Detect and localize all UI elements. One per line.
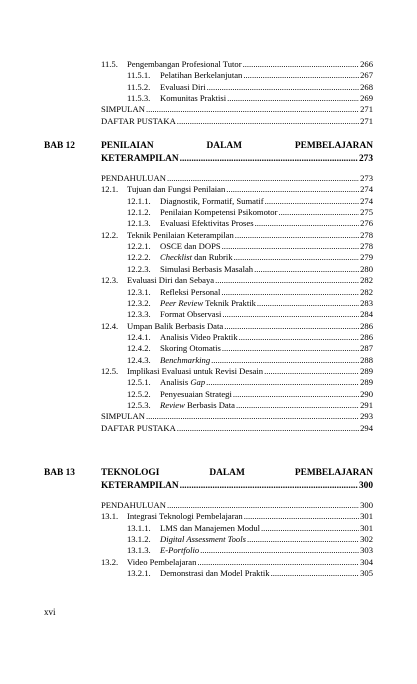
entry-title bbox=[127, 183, 225, 195]
toc-entry[interactable] bbox=[101, 183, 373, 195]
entry-title bbox=[160, 251, 233, 263]
dot-leader bbox=[222, 240, 359, 252]
entry-number: 12.5.2. bbox=[127, 388, 151, 399]
toc-entry[interactable] bbox=[101, 274, 373, 286]
toc-entry[interactable] bbox=[127, 388, 373, 400]
entry-title-part: DAFTAR PUSTAKA bbox=[101, 422, 176, 433]
dot-leader bbox=[236, 399, 359, 411]
dot-leader bbox=[180, 153, 358, 166]
entry-page-number: 268 bbox=[360, 81, 373, 92]
entry-title-part: Diagnostik, Formatif, Sumatif bbox=[160, 195, 264, 206]
entry-title bbox=[160, 69, 242, 81]
entry-page-number: 271 bbox=[360, 104, 373, 115]
toc-entry[interactable] bbox=[101, 58, 373, 70]
toc-entry[interactable] bbox=[127, 399, 373, 411]
entry-title-part: Evaluasi Diri bbox=[160, 81, 206, 92]
dot-leader bbox=[254, 263, 359, 275]
entry-title bbox=[160, 195, 264, 207]
entry-title-part: Analisis bbox=[160, 377, 191, 388]
dot-leader bbox=[247, 533, 359, 545]
entry-page-number: 274 bbox=[360, 195, 373, 206]
entry-title bbox=[160, 533, 246, 545]
entry-title-part: Komunitas Praktisi bbox=[160, 93, 227, 104]
entry-number: 13.1.3. bbox=[127, 545, 151, 556]
entry-title-part: Demonstrasi dan Model Praktik bbox=[160, 568, 270, 579]
entry-title bbox=[101, 103, 145, 115]
dot-leader bbox=[233, 388, 359, 400]
entry-number: 11.5.1. bbox=[127, 70, 151, 81]
entry-title-part: Implikasi Evaluasi untuk Revisi Desain bbox=[127, 365, 264, 376]
entry-page-number: 301 bbox=[360, 511, 373, 522]
toc-entry[interactable] bbox=[127, 217, 373, 229]
toc-entry[interactable] bbox=[127, 354, 373, 366]
entry-title-part: Checklist bbox=[160, 252, 192, 263]
dot-leader bbox=[200, 544, 359, 556]
dot-leader bbox=[146, 410, 359, 422]
chapter-title-continued[interactable] bbox=[101, 480, 373, 493]
chapter-page-number: 300 bbox=[358, 481, 373, 491]
dot-leader bbox=[177, 422, 359, 434]
entry-number: 12.2.2. bbox=[127, 252, 151, 263]
dot-leader bbox=[271, 567, 360, 579]
dot-leader bbox=[224, 320, 359, 332]
entry-title-part: Video Pembelajaran bbox=[127, 556, 197, 567]
entry-page-number: 302 bbox=[360, 534, 373, 545]
entry-title-part: Teknik Penilaian Keterampilan bbox=[127, 229, 234, 240]
entry-number: 11.5.2. bbox=[127, 81, 151, 92]
entry-title-part: Format Observasi bbox=[160, 309, 222, 320]
chapter-title-word: DALAM bbox=[209, 468, 245, 478]
entry-title bbox=[160, 240, 221, 252]
dot-leader bbox=[207, 81, 360, 93]
entry-title-part: Evaluasi Diri dan Sebaya bbox=[127, 275, 215, 286]
entry-page-number: 300 bbox=[360, 500, 373, 510]
dot-leader bbox=[239, 331, 359, 343]
dot-leader bbox=[222, 308, 359, 320]
entry-page-number: 304 bbox=[360, 556, 373, 567]
entry-title bbox=[127, 556, 196, 568]
dot-leader bbox=[167, 172, 359, 184]
toc-entry[interactable] bbox=[101, 320, 373, 332]
entry-page-number: 286 bbox=[360, 320, 373, 331]
entry-page-number: 273 bbox=[360, 173, 373, 183]
entry-title bbox=[101, 410, 145, 422]
entry-title-part: Refleksi Personal bbox=[160, 286, 221, 297]
entry-number: 13.2.1. bbox=[127, 568, 151, 579]
dot-leader bbox=[211, 354, 359, 366]
entry-number: 12.3. bbox=[101, 275, 119, 286]
entry-page-number: 286 bbox=[360, 331, 373, 342]
entry-title bbox=[101, 499, 166, 511]
toc-entry[interactable] bbox=[127, 308, 373, 320]
entry-title-part: Evaluasi Efektivitas Proses bbox=[160, 218, 254, 229]
entry-title bbox=[160, 388, 232, 400]
toc-entry[interactable] bbox=[127, 69, 373, 81]
entry-title bbox=[160, 286, 220, 298]
dot-leader bbox=[261, 522, 359, 534]
entry-page-number: 290 bbox=[360, 388, 373, 399]
toc-entry[interactable] bbox=[101, 556, 373, 568]
entry-title-part: Gap bbox=[190, 377, 206, 388]
entry-page-number: 305 bbox=[360, 568, 373, 579]
dot-leader bbox=[180, 480, 358, 493]
entry-number: 12.4.3. bbox=[127, 354, 151, 365]
dot-leader bbox=[177, 115, 359, 127]
dot-leader bbox=[234, 251, 360, 263]
chapter-title-word: DALAM bbox=[206, 141, 242, 151]
entry-title-part: Tujuan dan Fungsi Penilaian bbox=[127, 184, 226, 195]
entry-title bbox=[101, 172, 166, 184]
entry-title bbox=[160, 92, 226, 104]
entry-title bbox=[127, 510, 243, 522]
chapter-title-continued[interactable] bbox=[101, 153, 373, 166]
entry-number: 12.5.3. bbox=[127, 400, 151, 410]
chapter-title-word: PEMBELAJARAN bbox=[294, 141, 373, 151]
toc-entry[interactable] bbox=[101, 103, 373, 115]
entry-title bbox=[160, 217, 254, 229]
chapter-title[interactable] bbox=[101, 467, 373, 480]
entry-title bbox=[160, 308, 221, 320]
dot-leader bbox=[278, 206, 359, 218]
entry-number: 12.4.1. bbox=[127, 331, 151, 342]
entry-title bbox=[160, 544, 199, 556]
entry-page-number: 289 bbox=[360, 377, 373, 388]
entry-page-number: 293 bbox=[360, 411, 373, 422]
entry-number: 12.1.1. bbox=[127, 195, 151, 206]
toc-entry[interactable] bbox=[101, 115, 373, 127]
toc-entry[interactable] bbox=[127, 567, 373, 579]
toc-entry[interactable] bbox=[127, 544, 373, 556]
entry-title-part: SIMPULAN bbox=[101, 411, 145, 422]
dot-leader bbox=[235, 229, 359, 241]
entry-title-part: Analisis Video Praktik bbox=[160, 331, 238, 342]
toc-entry[interactable] bbox=[101, 499, 373, 511]
entry-title bbox=[160, 206, 277, 218]
entry-title bbox=[127, 229, 234, 241]
entry-title bbox=[160, 399, 235, 411]
entry-title-part: E-Portfolio bbox=[160, 545, 200, 556]
entry-title bbox=[101, 422, 176, 434]
entry-number: 12.1. bbox=[101, 184, 119, 195]
dot-leader bbox=[244, 510, 359, 522]
dot-leader bbox=[243, 69, 359, 81]
entry-number: 12.3.2. bbox=[127, 297, 151, 308]
entry-number: 13.1.2. bbox=[127, 534, 151, 545]
entry-page-number: 284 bbox=[360, 309, 373, 320]
chapter-title[interactable] bbox=[101, 140, 373, 153]
entry-number: 12.2.3. bbox=[127, 263, 151, 274]
toc-entry[interactable] bbox=[127, 331, 373, 343]
entry-number: 12.2.1. bbox=[127, 241, 151, 252]
entry-page-number: 280 bbox=[360, 263, 373, 274]
entry-number: 12.4.2. bbox=[127, 343, 151, 354]
chapter-title-word: PENILAIAN bbox=[101, 141, 154, 151]
entry-page-number: 289 bbox=[360, 365, 373, 376]
entry-title bbox=[160, 354, 210, 366]
entry-number: 13.1.1. bbox=[127, 522, 151, 533]
entry-title bbox=[160, 522, 260, 534]
toc-entry[interactable] bbox=[101, 422, 373, 434]
toc-entry[interactable] bbox=[101, 229, 373, 241]
entry-title-part: Integrasi Teknologi Pembelajaran bbox=[127, 511, 243, 522]
entry-title bbox=[101, 115, 176, 127]
entry-title-part: SIMPULAN bbox=[101, 104, 145, 115]
dot-leader bbox=[255, 217, 360, 229]
entry-number: 13.2. bbox=[101, 556, 119, 567]
entry-title bbox=[160, 567, 270, 579]
page-footer-number: xvi bbox=[44, 607, 56, 617]
toc-entry[interactable] bbox=[127, 376, 373, 388]
dot-leader bbox=[257, 297, 359, 309]
entry-page-number: 276 bbox=[360, 218, 373, 229]
entry-title-part: PENDAHULUAN bbox=[101, 173, 166, 183]
entry-number: 12.4. bbox=[101, 320, 119, 331]
entry-title bbox=[160, 297, 256, 309]
dot-leader bbox=[243, 58, 360, 70]
entry-title bbox=[160, 263, 253, 275]
toc-entry[interactable] bbox=[127, 240, 373, 252]
chapter-title-word: TEKNOLOGI bbox=[101, 468, 160, 478]
toc-entry[interactable] bbox=[127, 286, 373, 298]
entry-page-number: 271 bbox=[360, 115, 373, 126]
entry-number: 12.3.1. bbox=[127, 286, 151, 297]
toc-entry[interactable] bbox=[127, 297, 373, 309]
entry-page-number: 275 bbox=[360, 207, 373, 218]
entry-page-number: 282 bbox=[360, 286, 373, 297]
toc-entry[interactable] bbox=[101, 410, 373, 422]
chapter-page-number: 273 bbox=[358, 154, 373, 164]
dot-leader bbox=[222, 342, 359, 354]
entry-title-part: Pengembangan Profesional Tutor bbox=[127, 59, 242, 69]
entry-title-part: DAFTAR PUSTAKA bbox=[101, 115, 176, 126]
entry-page-number: 288 bbox=[360, 354, 373, 365]
entry-page-number: 301 bbox=[360, 522, 373, 533]
dot-leader bbox=[206, 376, 359, 388]
chapter-label: BAB 12 bbox=[44, 141, 75, 151]
toc-entry[interactable] bbox=[127, 533, 373, 545]
entry-title-part: Penyesuaian Strategi bbox=[160, 388, 232, 399]
dot-leader bbox=[197, 556, 359, 568]
entry-page-number: 278 bbox=[360, 229, 373, 240]
entry-title-part: OSCE dan DOPS bbox=[160, 241, 221, 252]
entry-number: 12.5. bbox=[101, 365, 119, 376]
chapter-title-word: KETERAMPILAN bbox=[101, 154, 179, 164]
dot-leader bbox=[264, 365, 359, 377]
entry-title bbox=[127, 365, 263, 377]
dot-leader bbox=[227, 92, 359, 104]
entry-title-part: dan Rubrik bbox=[191, 252, 233, 263]
entry-title-part: PENDAHULUAN bbox=[101, 500, 166, 510]
toc-entry[interactable] bbox=[101, 172, 373, 184]
entry-page-number: 267 bbox=[360, 70, 373, 81]
toc-entry[interactable] bbox=[127, 206, 373, 218]
entry-page-number: 303 bbox=[360, 545, 373, 556]
dot-leader bbox=[226, 183, 359, 195]
entry-title bbox=[127, 274, 214, 286]
dot-leader bbox=[215, 274, 359, 286]
entry-title bbox=[127, 58, 242, 70]
entry-page-number: 266 bbox=[360, 59, 373, 69]
entry-page-number: 282 bbox=[360, 275, 373, 286]
dot-leader bbox=[146, 103, 359, 115]
toc-entry[interactable] bbox=[101, 510, 373, 522]
entry-title-part: Umpan Balik Berbasis Data bbox=[127, 320, 224, 331]
entry-title-part: Teknik Praktik bbox=[203, 297, 256, 308]
entry-title-part: LMS dan Manajemen Modul bbox=[160, 522, 261, 533]
dot-leader bbox=[221, 286, 359, 298]
entry-page-number: 287 bbox=[360, 343, 373, 354]
entry-number: 12.3.3. bbox=[127, 309, 151, 320]
chapter-label: BAB 13 bbox=[44, 468, 75, 478]
toc-entry[interactable] bbox=[127, 92, 373, 104]
entry-page-number: 291 bbox=[360, 400, 373, 410]
toc-entry[interactable] bbox=[127, 522, 373, 534]
entry-title-part: Skoring Otomatis bbox=[160, 343, 221, 354]
entry-title-part: Benchmarking bbox=[160, 354, 211, 365]
entry-page-number: 274 bbox=[360, 184, 373, 195]
entry-number: 12.2. bbox=[101, 229, 119, 240]
toc-entry[interactable] bbox=[127, 251, 373, 263]
entry-page-number: 294 bbox=[360, 422, 373, 433]
entry-title-part: Digital Assessment Tools bbox=[160, 534, 246, 545]
toc-entry[interactable] bbox=[127, 342, 373, 354]
dot-leader bbox=[265, 195, 360, 207]
entry-title bbox=[160, 342, 221, 354]
entry-page-number: 269 bbox=[360, 93, 373, 104]
entry-number: 11.5. bbox=[101, 59, 118, 69]
entry-title-part: Penilaian Kompetensi Psikomotor bbox=[160, 207, 278, 218]
entry-number: 12.5.1. bbox=[127, 377, 151, 388]
toc-entry[interactable] bbox=[101, 365, 373, 377]
entry-number: 11.5.3. bbox=[127, 93, 151, 104]
entry-title-part: Pelatihan Berkelanjutan bbox=[160, 70, 243, 81]
entry-number: 12.1.2. bbox=[127, 207, 151, 218]
entry-number: 13.1. bbox=[101, 511, 119, 522]
entry-title-part: Review bbox=[160, 400, 185, 410]
chapter-title-word: KETERAMPILAN bbox=[101, 481, 179, 491]
entry-title-part: Simulasi Berbasis Masalah bbox=[160, 263, 254, 274]
chapter-title-word: PEMBELAJARAN bbox=[294, 468, 373, 478]
entry-page-number: 283 bbox=[360, 297, 373, 308]
entry-number: 12.1.3. bbox=[127, 218, 151, 229]
toc-entry[interactable] bbox=[127, 263, 373, 275]
entry-title bbox=[160, 376, 205, 388]
entry-title-part: Berbasis Data bbox=[184, 400, 235, 410]
entry-title bbox=[127, 320, 223, 332]
dot-leader bbox=[167, 499, 359, 511]
entry-title-part: Peer Review bbox=[160, 297, 204, 308]
entry-page-number: 279 bbox=[360, 252, 373, 263]
toc-entry[interactable] bbox=[127, 195, 373, 207]
entry-title bbox=[160, 331, 238, 343]
entry-title bbox=[160, 81, 206, 93]
toc-entry[interactable] bbox=[127, 81, 373, 93]
entry-page-number: 278 bbox=[360, 241, 373, 252]
